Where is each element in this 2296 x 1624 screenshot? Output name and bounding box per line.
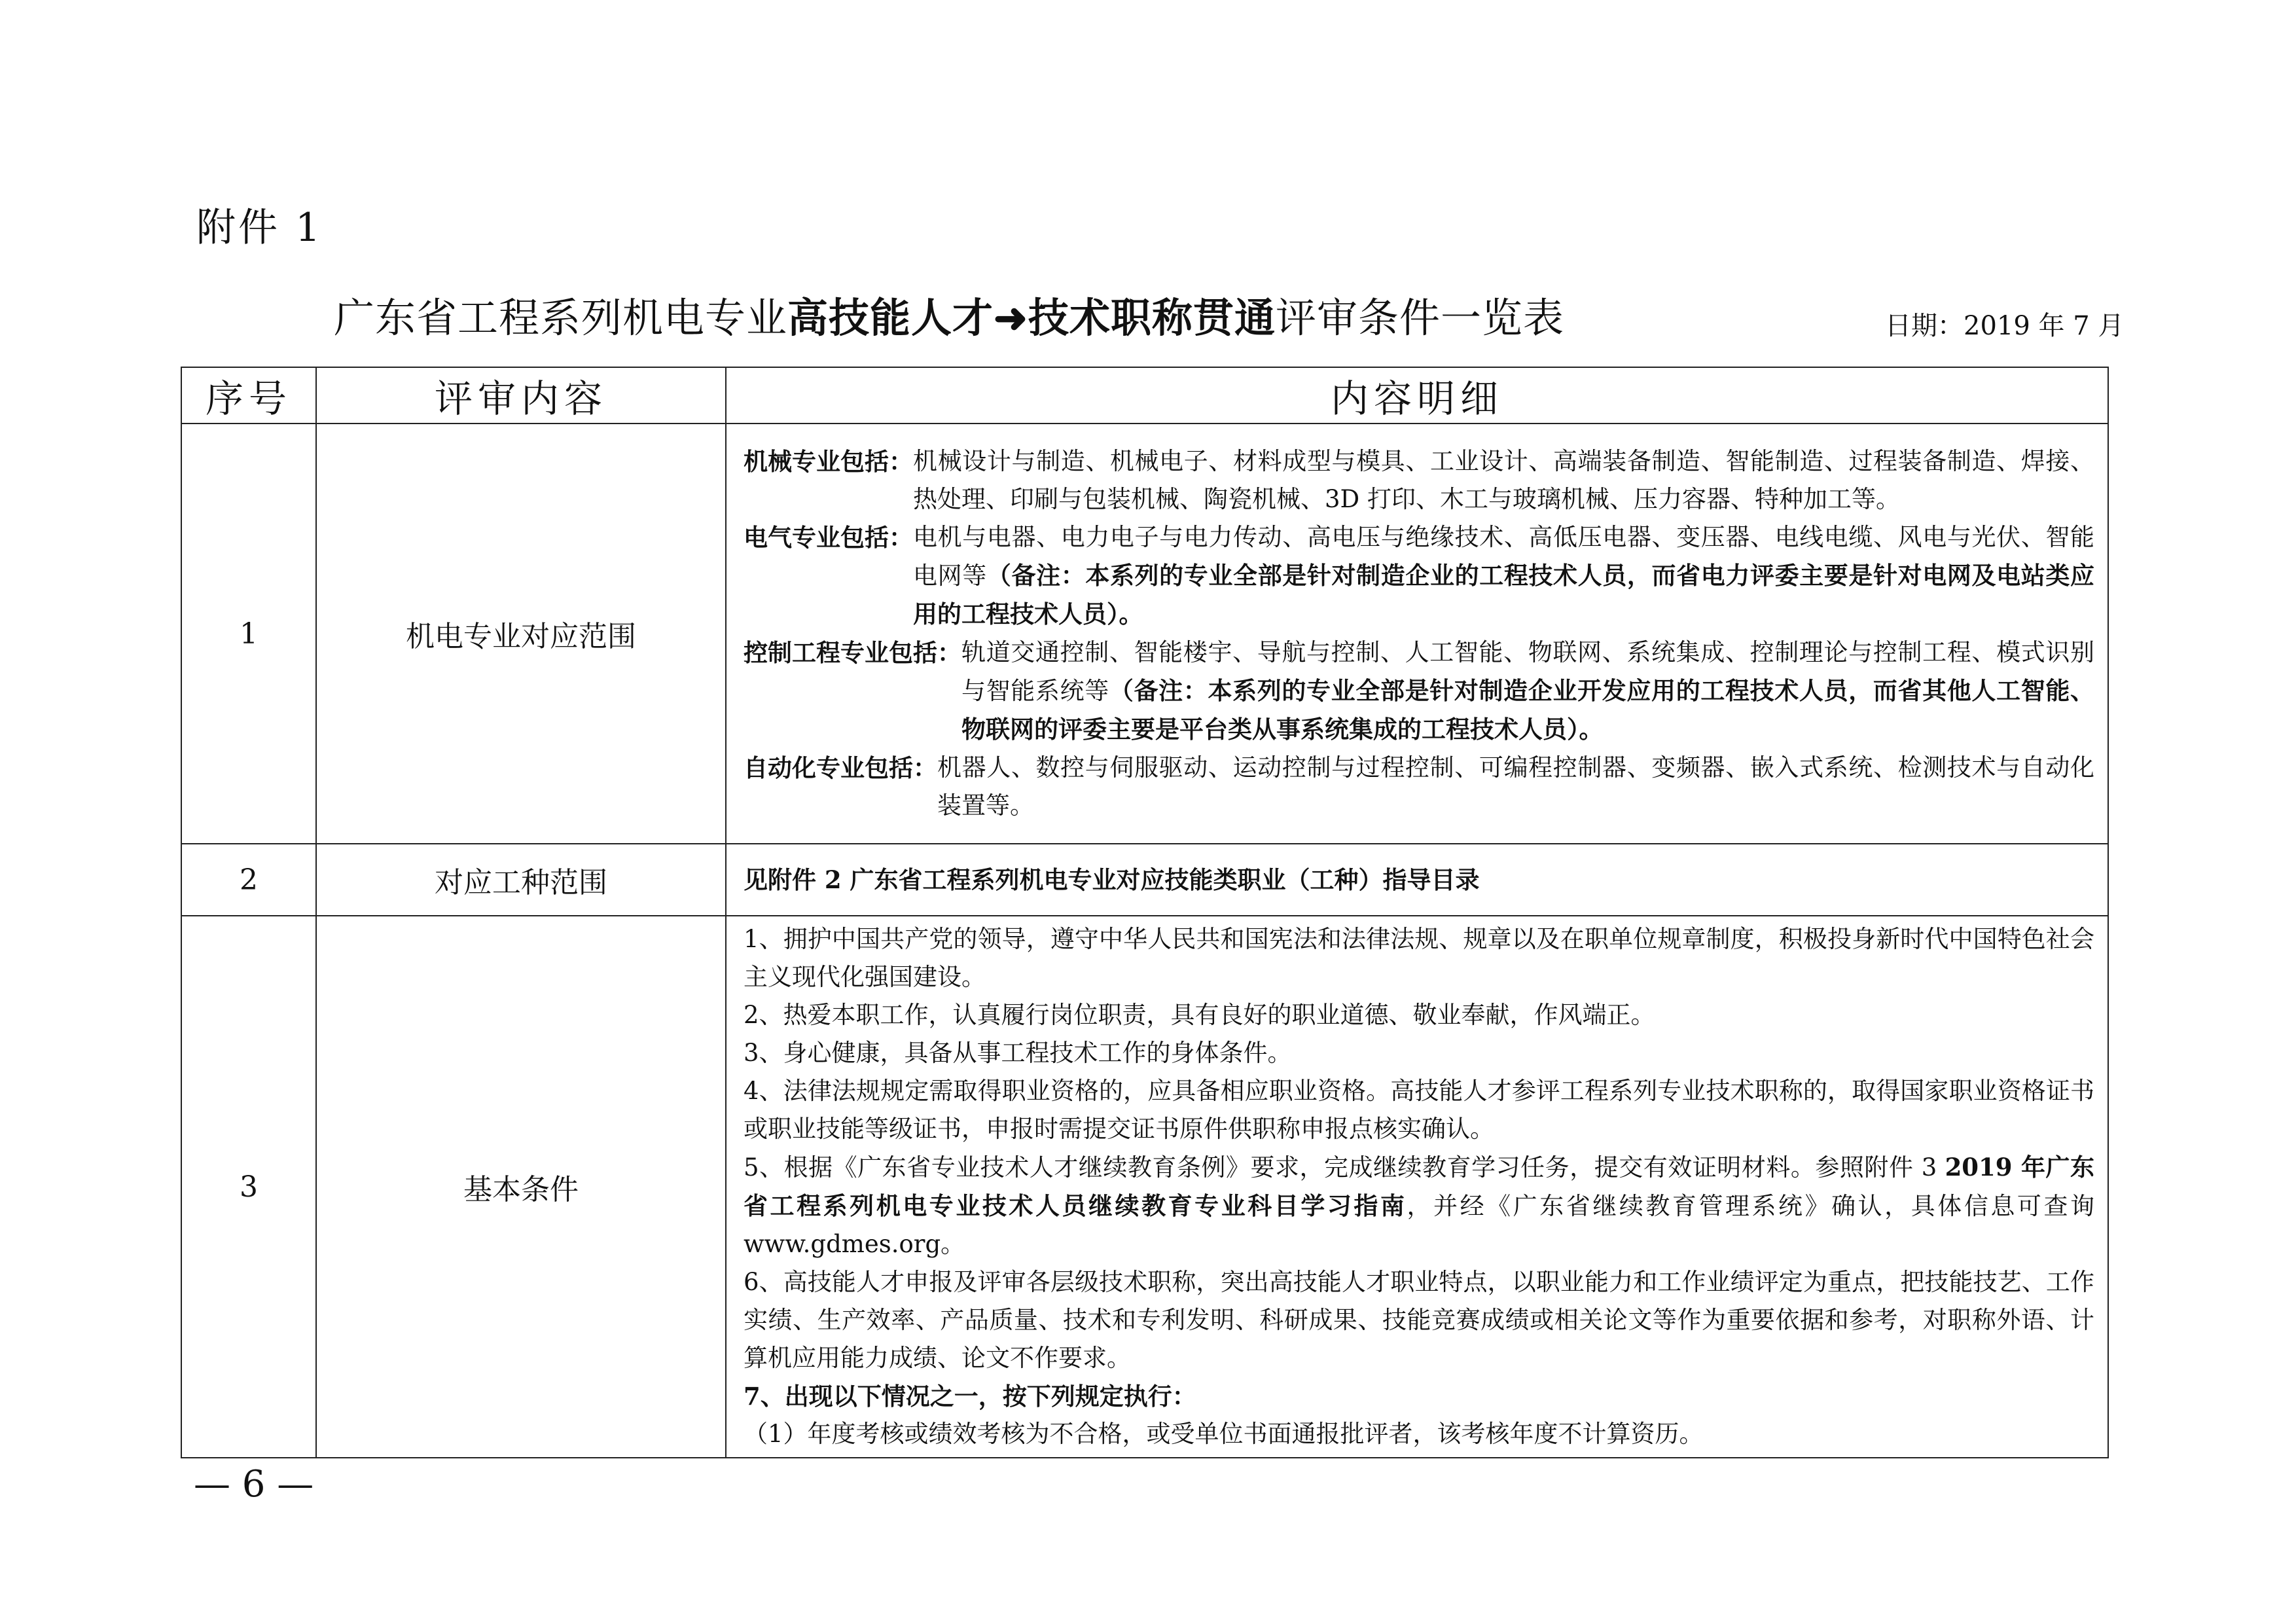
mechanical-category	[744, 442, 2094, 518]
control-text: 轨道交通控制、智能楼宇、导航与控制、人工智能、物联网、系统集成、控制理论与控制工程、模式识别与智能系统等	[961, 638, 2094, 705]
row-item: 机电专业对应范围	[316, 424, 726, 844]
condition-5	[744, 1148, 2094, 1263]
condition-5-text-a: 5、根据《广东省专业技术人才继续教育条例》要求，完成继续教育学习任务，提交有效证明材料。参照附件 3	[744, 1153, 1945, 1182]
title-part-3: 评审条件一览表	[1275, 294, 1564, 342]
row-detail	[726, 916, 2108, 1458]
mechanical-text: 机械设计与制造、机械电子、材料成型与模具、工业设计、高端装备制造、智能制造、过程装备制造、焊接、热处理、印刷与包装机械、陶瓷机械、3D 打印、木工与玻璃机械、压力容器、特种加工等。	[913, 447, 2094, 513]
condition-7: 7、出现以下情况之一，按下列规定执行：	[744, 1382, 1196, 1411]
page-number: — 6 —	[194, 1463, 314, 1506]
row-number: 2	[181, 844, 316, 916]
condition-5-text-c: ，并经《广东省继续教育管理系统》确认，具体信息可查询 www.gdmes.org。	[744, 1192, 2094, 1258]
attachment-label: 附件 1	[196, 205, 323, 251]
table-row	[181, 424, 2108, 844]
condition-1: 1、拥护中国共产党的领导，遵守中华人民共和国宪法和法律法规、规章以及在职单位规章制度，积极投身新时代中国特色社会主义现代化强国建设。	[744, 925, 2094, 991]
condition-6: 6、高技能人才申报及评审各层级技术职称，突出高技能人才职业特点，以职业能力和工作业绩评定为重点，把技能技艺、工作实绩、生产效率、产品质量、技术和专利发明、科研成果、技能竞赛成绩或相关论文等作为重要依据和参考，对职称外语、计算机应用能力成绩、论文不作要求。	[744, 1268, 2094, 1372]
automation-label: 自动化专业包括：	[744, 753, 937, 782]
document-title	[334, 294, 1564, 342]
row-detail	[726, 424, 2108, 844]
electrical-text: 电机与电器、电力电子与电力传动、高电压与绝缘技术、高低压电器、变压器、电线电缆、风电与光伏、智能电网等	[913, 523, 2094, 590]
condition-2: 2、热爱本职工作，认真履行岗位职责，具有良好的职业道德、敬业奉献，作风端正。	[744, 1001, 1655, 1029]
review-conditions-table	[181, 367, 2109, 1458]
condition-3: 3、身心健康，具备从事工程技术工作的身体条件。	[744, 1039, 1292, 1067]
electrical-note: （备注：本系列的专业全部是针对制造企业的工程技术人员，而省电力评委主要是针对电网及电站类应用的工程技术人员）。	[913, 561, 2095, 628]
row-item: 对应工种范围	[316, 844, 726, 916]
electrical-label: 电气专业包括：	[744, 523, 913, 552]
row-number: 3	[181, 916, 316, 1458]
condition-7-item-1: （1）年度考核或绩效考核为不合格，或受单位书面通报批评者，该考核年度不计算资历。	[744, 1420, 1704, 1448]
table-header-row	[181, 367, 2108, 424]
header-serial-number: 序号	[181, 367, 316, 424]
row-item: 基本条件	[316, 916, 726, 1458]
mechanical-label: 机械专业包括：	[744, 447, 913, 476]
title-part-1: 广东省工程系列机电专业	[334, 294, 788, 342]
control-category	[744, 634, 2094, 749]
table-row	[181, 916, 2108, 1458]
condition-4: 4、法律法规规定需取得职业资格的，应具备相应职业资格。高技能人才参评工程系列专业技术职称的，取得国家职业资格证书或职业技能等级证书，申报时需提交证书原件供职称申报点核实确认。	[744, 1077, 2094, 1143]
row-number: 1	[181, 424, 316, 844]
header-review-item: 评审内容	[316, 367, 726, 424]
control-note: （备注：本系列的专业全部是针对制造企业开发应用的工程技术人员，而省其他人工智能、物联网的评委主要是平台类从事系统集成的工程技术人员）。	[961, 676, 2095, 744]
header-detail: 内容明细	[726, 367, 2108, 424]
control-label: 控制工程专业包括：	[744, 638, 961, 667]
automation-category	[744, 749, 2094, 825]
title-part-2: 高技能人才➜技术职称贯通	[787, 294, 1276, 342]
condition-5-guide-title: 2019 年广东省工程系列机电专业技术人员继续教育专业科目学习指南	[744, 1153, 2094, 1220]
row-detail: 见附件 2 广东省工程系列机电专业对应技能类职业（工种）指导目录	[726, 844, 2108, 916]
automation-text: 机器人、数控与伺服驱动、运动控制与过程控制、可编程控制器、变频器、嵌入式系统、检测技术与自动化装置等。	[937, 753, 2094, 820]
electrical-category	[744, 518, 2094, 634]
document-date: 日期：2019 年 7 月	[1885, 311, 2125, 341]
table-row	[181, 844, 2108, 916]
